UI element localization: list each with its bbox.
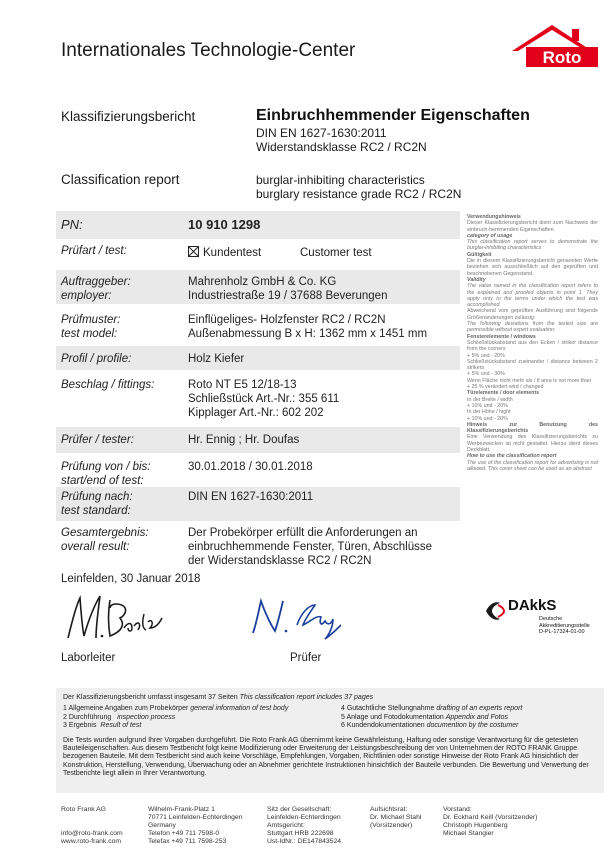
note-validity-heading: Gültigkeit bbox=[467, 251, 492, 258]
model-dimensions: Außenabmessung B x H: 1362 mm x 1451 mm bbox=[188, 328, 428, 340]
lab-head-role: Laborleiter bbox=[61, 652, 116, 664]
disclaimer-part2: Unternehmen der ROTO FRANK Gruppe bezogenen Bauteile. Mit dem Testbericht sind auch keine Vorschläge, Empfehlungen, Vorgaben, Richtlinien oder sonstige Hinweise der Roto Frank AG hinsichtlich der Konstruktion, Herstellung, Verwendung, Überwachung oder an Abnehmer gerichtete Instruktionen hinsichtlich der Bauteile verbunden. Die Bewertung und Verwertung der Testberichte liegt allein in Ihrer Verantwortung. bbox=[63, 745, 589, 778]
pages-line bbox=[63, 694, 597, 702]
dakks-accreditation-mark bbox=[484, 597, 604, 637]
footer-company bbox=[61, 806, 123, 846]
dakks-line1: Deutsche bbox=[539, 616, 563, 622]
result-label-en: overall result: bbox=[61, 541, 130, 553]
report-title-en: burglar-inhibiting characteristics bbox=[256, 173, 425, 187]
report-label-en: Classification report bbox=[61, 172, 180, 187]
content-item-5: 5 Anlage und Fotodokumentation bbox=[341, 713, 444, 721]
note-windows-d: + 5% und - 30% bbox=[467, 371, 505, 378]
place-date: Leinfelden, 30 Januar 2018 bbox=[61, 573, 201, 585]
dakks-mark-text: DAkkS bbox=[508, 597, 557, 614]
note-report-use-text-en: The use of the classification report for advertising is not allowed. This cover sheet can be used as an abstract bbox=[467, 459, 598, 472]
test-option-checked bbox=[188, 246, 261, 260]
content-item-6: 6 Kundendokumentationen bbox=[341, 722, 425, 730]
note-usage-heading: Verwendungshinweis bbox=[467, 214, 521, 220]
content-item-1: 1 Allgemeine Angaben zum Probekörper bbox=[63, 705, 189, 713]
footer-address: Wilhelm-Frank-Platz 1 70771 Leinfelden-Echterdingen Germany Telefon +49 711 7598-0 Telefax +49 711 7598-253 bbox=[148, 806, 243, 845]
footer-registration: Sitz der Gesellschaft: Leinfelden-Echterdingen Amtsgericht: Stuttgart HRB 222698 Ust-IdNr.: DE147843524 bbox=[267, 806, 342, 845]
note-usage-text-en: This classification report serves to demonstrate the burglar-inhibiting characteristics bbox=[467, 239, 598, 252]
model-label-de: Prüfmuster: bbox=[61, 314, 121, 326]
fittings-value: Roto NT E5 12/18-13 bbox=[188, 379, 297, 391]
profile-value: Holz Kiefer bbox=[188, 353, 245, 365]
usage-notes-sidebar bbox=[467, 214, 598, 472]
content-item-6-en: documention by the costumer bbox=[426, 722, 519, 730]
note-usage-heading-en: category of usage bbox=[467, 232, 513, 239]
note-usage-text: Dieser Klassifizierungsbericht dient zum Nachweis der einbruch-hemmenden Eigenschaften. bbox=[467, 220, 598, 233]
tester-signature bbox=[245, 595, 355, 643]
pages-text-en: This classification report includes 37 pages bbox=[239, 694, 374, 701]
note-windows-e: Wenn Fläche nicht mehr als / if area is not more than bbox=[467, 377, 592, 384]
lab-head-signature bbox=[62, 592, 172, 644]
standard-label-de: Prüfung nach: bbox=[61, 491, 133, 503]
note-validity-heading-en: Validity bbox=[467, 276, 486, 283]
footer-fax: Telefax +49 711 7598-253 bbox=[148, 838, 227, 845]
note-validity-text-en: The value named in the classification report refers to the explained and proofed objects in point 1. They apply only to the terms under which the test was accomplished. bbox=[467, 283, 598, 309]
report-label-de: Klassifizierungsbericht bbox=[61, 109, 196, 124]
dates-label-de: Prüfung von / bis: bbox=[61, 461, 151, 473]
result-label-de: Gesamtergebnis: bbox=[61, 527, 149, 539]
tester-value: Hr. Ennig ; Hr. Doufas bbox=[188, 434, 300, 446]
content-item-3: 3 Ergebnis bbox=[63, 722, 97, 730]
pages-text-de: Der Klassifizierungsbericht umfasst insgesamt 37 Seiten bbox=[63, 694, 238, 701]
roto-logo bbox=[502, 23, 606, 68]
fittings-label: Beschlag / fittings: bbox=[61, 379, 155, 391]
pn-label: PN: bbox=[61, 217, 83, 232]
note-windows-a: Schließstückabstand aus den Ecken / striker distance from the corners bbox=[467, 339, 598, 353]
test-option1: Kundentest bbox=[203, 247, 262, 259]
note-report-use-text: Eine Verwendung des Klassifizierungsberichts zu Werbezwecken ist nicht gestattet. Hierzu dient dieses Deckblatt. bbox=[467, 434, 598, 453]
footer-email[interactable]: info@roto-frank.com bbox=[61, 830, 123, 837]
footer-company-name: Roto Frank AG bbox=[61, 806, 106, 813]
standard-label-en: test standard: bbox=[61, 505, 131, 517]
footer-supervisory-board: Aufsichtsrat: Dr. Michael Stahl (Vorsitzender) bbox=[370, 806, 422, 829]
model-label-en: test model: bbox=[61, 328, 118, 340]
test-label: Prüfart / test: bbox=[61, 245, 127, 257]
client-label-de: Auftraggeber: bbox=[61, 276, 131, 288]
note-doors-a: In der Breite / width bbox=[467, 396, 513, 403]
profile-label: Profil / profile: bbox=[61, 353, 132, 365]
footer-executive-board: Vorstand: Dr. Eckhard Keill (Vorsitzender) Christoph Hugenberg Michael Stangier bbox=[443, 806, 538, 837]
tester-label: Prüfer / tester: bbox=[61, 434, 134, 446]
pn-value: 10 910 1298 bbox=[188, 217, 261, 232]
note-doors-d: + 10% und - 20% bbox=[467, 415, 508, 422]
dates-value: 30.01.2018 / 30.01.2018 bbox=[188, 461, 313, 473]
report-title-de: Einbruchhemmender Eigenschaften bbox=[256, 107, 530, 124]
test-option2: Customer test bbox=[300, 247, 372, 259]
client-address: Industriestraße 19 / 37688 Beverungen bbox=[188, 290, 388, 302]
footer-phone: Telefon +49 711 7598-0 bbox=[148, 830, 220, 837]
note-deviation-text: Abweichend vom geprüften Ausführung sind folgende Größenänderungen zulässig: bbox=[467, 308, 598, 321]
striker-article: Schließstück Art.-Nr.: 355 611 bbox=[188, 393, 340, 405]
note-validity-text: Die in diesem Klassifizierungsbericht genannten Werte beziehen sich ausschließlich auf den geprüften und beschriebenen Gegenstand. bbox=[467, 258, 598, 277]
footer-website[interactable]: www.roto-frank.com bbox=[61, 838, 122, 845]
note-windows-f: + 25 % verändert wird / changed bbox=[467, 384, 544, 391]
note-windows-heading: Fensterelemente / windows bbox=[467, 333, 536, 340]
content-item-4: 4 Gutachtliche Stellungnahme bbox=[341, 705, 435, 713]
tester-role: Prüfer bbox=[290, 652, 322, 664]
note-doors-c: In der Höhe / hight bbox=[467, 409, 511, 416]
dakks-line3: D-PL-17324-01-00 bbox=[539, 629, 585, 635]
standard-value: DIN EN 1627-1630:2011 bbox=[188, 491, 314, 503]
result-line2: einbruchhemmende Fenster, Türen, Abschlüsse bbox=[188, 541, 432, 553]
content-item-4-en: drafting of an experts report bbox=[436, 705, 523, 713]
contents-right-column bbox=[341, 705, 522, 730]
client-label-en: employer: bbox=[61, 290, 112, 302]
client-name: Mahrenholz GmbH & Co. KG bbox=[188, 276, 337, 288]
report-norm-de: DIN EN 1627-1630:2011 bbox=[256, 126, 387, 140]
content-item-2: 2 Durchführung bbox=[63, 713, 112, 721]
logo-text: Roto bbox=[542, 48, 582, 67]
content-item-1-en: general information of test body bbox=[190, 705, 289, 713]
note-deviation-text-en: The following deviations from the tested size are permissible without expert evaluation: bbox=[467, 321, 598, 334]
note-doors-heading: Türelemente / door elements bbox=[467, 390, 540, 397]
note-windows-b: + 5% und - 20% bbox=[467, 352, 505, 359]
dakks-line2: Akkreditierungsstelle bbox=[539, 622, 590, 629]
note-windows-c: Schließstückabstand zueinander / distance between 2 strikers bbox=[467, 358, 598, 372]
contents-left-column bbox=[63, 705, 341, 730]
hinge-article: Kipplager Art.-Nr.: 602 202 bbox=[188, 407, 324, 419]
result-line3: der Widerstandsklasse RC2 / RC2N bbox=[188, 555, 372, 567]
note-doors-b: + 10% und - 20% bbox=[467, 402, 508, 409]
checked-box-icon bbox=[188, 246, 199, 257]
report-class-de: Widerstandsklasse RC2 / RC2N bbox=[256, 140, 427, 154]
report-contents-box bbox=[56, 688, 604, 793]
content-item-5-en: Appendix and Fotos bbox=[445, 713, 508, 721]
organization-title: Internationales Technologie-Center bbox=[61, 40, 356, 61]
content-item-3-en: Result of test bbox=[100, 722, 142, 730]
note-report-use-heading: Hinweis zur Benutzung des Klassifizierungsberichts bbox=[467, 421, 598, 435]
dates-label-en: start/end of test: bbox=[61, 475, 144, 487]
report-class-en: burglary resistance grade RC2 / RC2N bbox=[256, 187, 462, 201]
note-report-use-heading-en: How to use the classification report bbox=[467, 453, 557, 460]
result-line1: Der Probekörper erfüllt die Anforderungen an bbox=[188, 527, 418, 539]
content-item-2-en: inspection process bbox=[117, 713, 176, 721]
disclaimer-part1: Die Tests wurden aufgrund Ihrer Vorgaben durchgeführt. Die Roto Frank AG übernimmt keine Gewährleistung, Haftung oder sonstige Verantwortung für die getesteten Bauteileigenschaften. Aus diesem Testbericht folgt keine Modifizierung oder Erweiterung der Leistungsbeschreibung der von bbox=[63, 736, 579, 753]
disclaimer-text bbox=[63, 737, 597, 779]
model-value: Einflügeliges- Holzfenster RC2 / RC2N bbox=[188, 314, 386, 326]
